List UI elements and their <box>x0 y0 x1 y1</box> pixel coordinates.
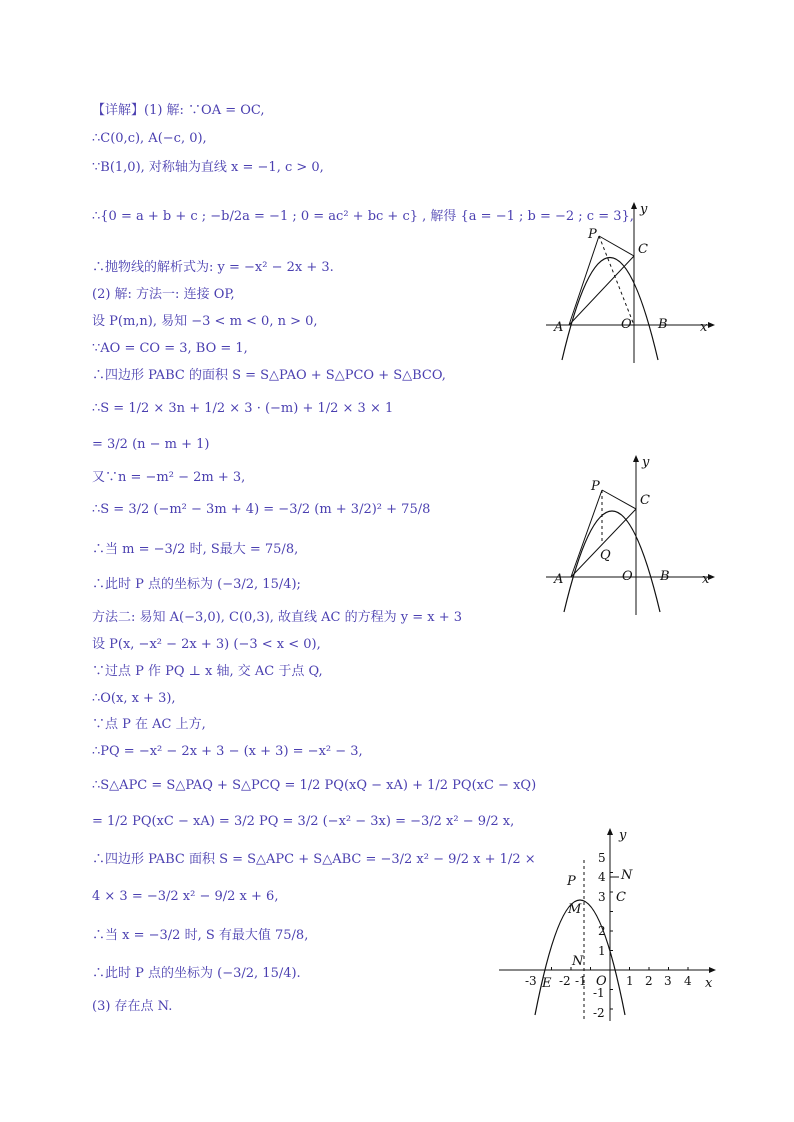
fig2-label: y <box>642 455 650 470</box>
fig3-x-tick: -1 <box>575 974 587 988</box>
fig3-x-tick: 1 <box>626 974 634 988</box>
fig3-x-tick: -2 <box>559 974 571 988</box>
solution-line: 又∵n = −m² − 2m + 3, <box>92 470 246 485</box>
solution-line: 方法二: 易知 A(−3,0), C(0,3), 故直线 AC 的方程为 y = x + 3 <box>92 610 463 625</box>
fig3-label: N <box>621 868 633 883</box>
fig3-x-tick: 2 <box>645 974 653 988</box>
fig3-y-tick: 4 <box>598 870 606 884</box>
fig3-label: C <box>616 890 626 905</box>
solution-line: ∴S = 1/2 × 3n + 1/2 × 3 · (−m) + 1/2 × 3 × 1 <box>92 401 394 416</box>
fig3-label: N <box>572 954 584 969</box>
solution-line: ∴此时 P 点的坐标为 (−3/2, 15/4). <box>92 966 301 981</box>
solution-line: ∴此时 P 点的坐标为 (−3/2, 15/4); <box>92 577 301 592</box>
solution-line: 4 × 3 = −3/2 x² − 9/2 x + 6, <box>92 889 279 904</box>
solution-line: ∵B(1,0), 对称轴为直线 x = −1, c > 0, <box>92 160 324 175</box>
solution-line: ∴抛物线的解析式为: y = −x² − 2x + 3. <box>92 260 334 275</box>
solution-line: = 1/2 PQ(xC − xA) = 3/2 PQ = 3/2 (−x² − 3x) = −3/2 x² − 9/2 x, <box>92 814 515 829</box>
fig1-label: B <box>658 317 668 332</box>
fig3-x-tick: -3 <box>525 974 537 988</box>
fig2-label: x <box>702 572 710 587</box>
fig3-label: E <box>542 976 552 991</box>
solution-line: ∵过点 P 作 PQ ⊥ x 轴, 交 AC 于点 Q, <box>92 664 323 679</box>
solution-line: ∴O(x, x + 3), <box>92 691 176 706</box>
solution-line: ∴PQ = −x² − 2x + 3 − (x + 3) = −x² − 3, <box>92 744 363 759</box>
solution-line: = 3/2 (n − m + 1) <box>92 437 210 452</box>
solution-line: ∴S = 3/2 (−m² − 3m + 4) = −3/2 (m + 3/2)² + 75/8 <box>92 502 431 517</box>
fig3-y-tick: 2 <box>598 924 606 938</box>
fig3-label: O <box>596 974 607 989</box>
fig1-label: A <box>554 320 564 335</box>
fig3-x-tick: 3 <box>664 974 672 988</box>
solution-line: ∴四边形 PABC 面积 S = S△APC + S△ABC = −3/2 x² − 9/2 x + 1/2 × <box>92 852 536 867</box>
solution-line: ∴当 m = −3/2 时, S最大 = 75/8, <box>92 542 299 557</box>
fig3-y-tick: 3 <box>598 890 606 904</box>
figure-3-diagram <box>495 825 725 1025</box>
fig2-label: A <box>554 572 564 587</box>
fig2-label: P <box>591 479 600 494</box>
solution-line: (3) 存在点 N. <box>92 999 173 1014</box>
fig2-label: Q <box>600 548 611 563</box>
fig3-x-tick: 4 <box>684 974 692 988</box>
fig1-label: y <box>640 202 648 217</box>
solution-line: 设 P(m,n), 易知 −3 < m < 0, n > 0, <box>92 314 318 329</box>
figure-1-diagram <box>540 195 720 365</box>
fig3-y-tick: -1 <box>593 986 605 1000</box>
fig3-label: M <box>568 902 582 917</box>
fig3-y-tick: 5 <box>598 851 606 865</box>
solution-line: ∴当 x = −3/2 时, S 有最大值 75/8, <box>92 928 309 943</box>
fig3-y-tick: 1 <box>598 944 606 958</box>
fig1-label: P <box>588 227 597 242</box>
fig2-label: B <box>660 569 670 584</box>
fig3-label: x <box>705 976 713 991</box>
solution-line: ∴S△APC = S△PAQ + S△PCQ = 1/2 PQ(xQ − xA) + 1/2 PQ(xC − xQ) <box>92 778 537 793</box>
solution-line: 【详解】(1) 解: ∵OA = OC, <box>92 103 265 118</box>
solution-line: ∴四边形 PABC 的面积 S = S△PAO + S△PCO + S△BCO, <box>92 368 446 383</box>
fig3-y-tick: -2 <box>593 1006 605 1020</box>
fig3-label: P <box>567 874 576 889</box>
solution-line: ∵AO = CO = 3, BO = 1, <box>92 341 248 356</box>
solution-line: ∵点 P 在 AC 上方, <box>92 717 206 732</box>
fig1-label: x <box>700 320 708 335</box>
solution-line: (2) 解: 方法一: 连接 OP, <box>92 287 235 302</box>
fig2-label: C <box>640 493 650 508</box>
solution-line: ∴{0 = a + b + c ; −b/2a = −1 ; 0 = ac² + bc + c} , 解得 {a = −1 ; b = −2 ; c = 3}, <box>92 209 634 224</box>
fig1-label: C <box>638 242 648 257</box>
solution-line: 设 P(x, −x² − 2x + 3) (−3 < x < 0), <box>92 637 321 652</box>
fig3-label: y <box>619 828 627 843</box>
fig1-label: O <box>621 317 632 332</box>
figure-2-diagram <box>540 450 720 620</box>
solution-line: ∴C(0,c), A(−c, 0), <box>92 131 207 146</box>
fig2-label: O <box>622 569 633 584</box>
